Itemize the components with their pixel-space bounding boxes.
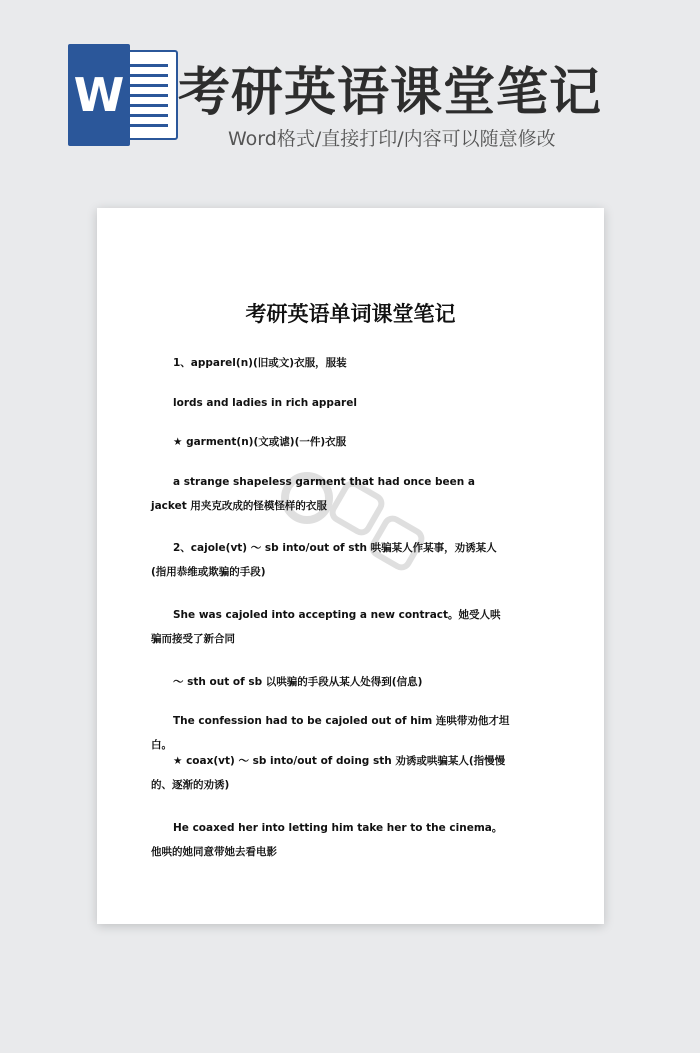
paragraph: ～ sth out of sb 以哄骗的手段从某人处得到(信息)	[173, 676, 423, 688]
paragraph: ★ garment(n)(文或谑)(一件)衣服	[173, 436, 347, 448]
word-app-icon	[68, 44, 180, 146]
paragraph: He coaxed her into letting him take her to the cinema。他哄的她同意带她去看电影	[151, 822, 503, 858]
document-title: 考研英语单词课堂笔记	[245, 302, 456, 326]
word-letter-badge: W	[68, 44, 130, 146]
document-page	[97, 208, 604, 924]
paragraph: lords and ladies in rich apparel	[173, 397, 357, 409]
paragraph: 2、cajole(vt) ～ sb into/out of sth 哄骗某人作某事，劝诱某人(指用恭维或欺骗的手段)	[151, 542, 497, 578]
paragraph: ★ coax(vt) ～ sb into/out of doing sth 劝诱或哄骗某人(指慢慢的、逐渐的劝诱)	[151, 755, 506, 791]
paragraph: She was cajoled into accepting a new contract。她受人哄骗而接受了新合同	[151, 609, 501, 645]
header-banner	[0, 0, 700, 190]
paragraph: 1、apparel(n)(旧或文)衣服，服装	[173, 357, 347, 369]
paragraph: The confession had to be cajoled out of him 连哄带劝他才坦白。	[151, 715, 510, 751]
banner-title: 考研英语课堂笔记	[178, 63, 603, 123]
banner-subtitle: Word格式/直接打印/内容可以随意修改	[228, 128, 556, 150]
paragraph: a strange shapeless garment that had once been a jacket 用夹克改成的怪模怪样的衣服	[151, 476, 476, 512]
